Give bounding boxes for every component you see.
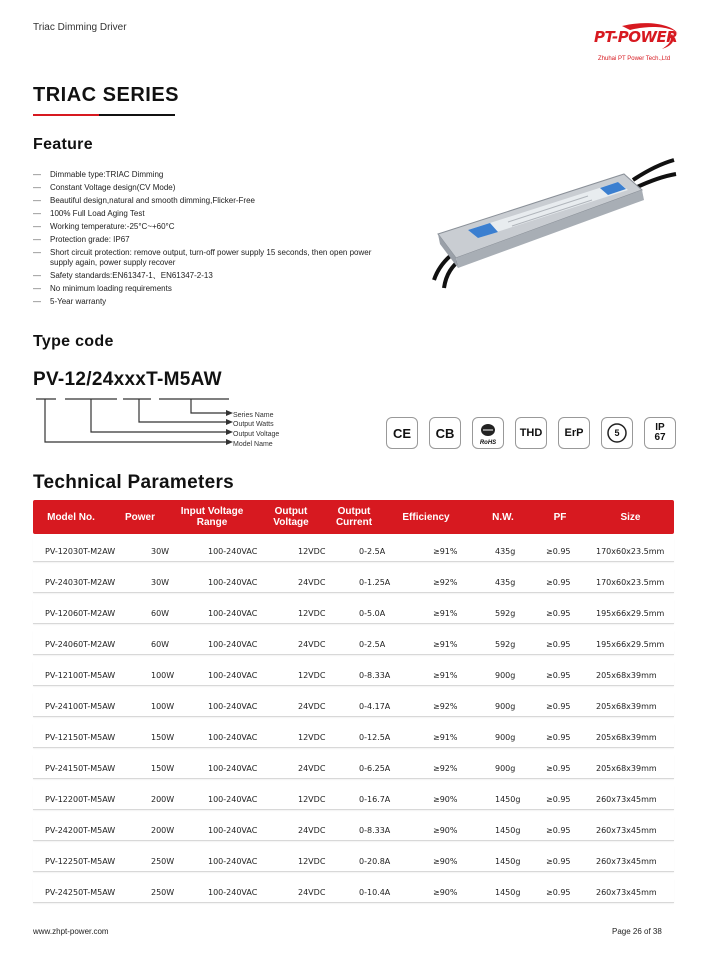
company-logo <box>592 22 682 68</box>
cell-output-current: 0-6.25A <box>359 764 391 773</box>
cell-model: PV-12030T-M2AW <box>45 547 116 556</box>
cell-input-voltage: 100-240VAC <box>208 733 258 742</box>
spec-table <box>33 500 674 897</box>
feature-list <box>33 170 393 310</box>
table-header-row <box>33 500 674 534</box>
cell-net-weight: 435g <box>495 578 516 587</box>
cell-efficiency: ≥90% <box>433 826 458 835</box>
list-item: — Dimmable type:TRIAC Dimming <box>33 170 164 179</box>
cell-power: 30W <box>151 578 170 587</box>
cell-net-weight: 900g <box>495 671 516 680</box>
feature-heading: Feature <box>33 136 93 153</box>
col-header-input-voltage: Input Voltage Range <box>180 506 244 528</box>
cell-output-current: 0-16.7A <box>359 795 391 804</box>
cell-efficiency: ≥90% <box>433 857 458 866</box>
cell-power: 150W <box>151 764 175 773</box>
cell-power: 200W <box>151 826 175 835</box>
cell-power: 150W <box>151 733 175 742</box>
cell-output-voltage: 24VDC <box>298 888 326 897</box>
cell-net-weight: 900g <box>495 733 516 742</box>
col-header-model: Model No. <box>47 511 95 523</box>
cell-output-voltage: 12VDC <box>298 795 326 804</box>
cell-size: 260x73x45mm <box>596 826 657 835</box>
col-header-output-voltage: Output Voltage <box>273 506 309 528</box>
cell-size: 170x60x23.5mm <box>596 578 665 587</box>
table-row <box>33 661 674 686</box>
cell-input-voltage: 100-240VAC <box>208 826 258 835</box>
erp-icon: ErP <box>558 417 590 449</box>
cell-efficiency: ≥90% <box>433 888 458 897</box>
cell-power: 200W <box>151 795 175 804</box>
list-item: — Constant Voltage design(CV Mode) <box>33 183 176 192</box>
cell-output-current: 0-8.33A <box>359 826 391 835</box>
col-header-power: Power <box>124 511 155 523</box>
cell-efficiency: ≥91% <box>433 609 458 618</box>
cell-size: 260x73x45mm <box>596 857 657 866</box>
thd-icon: THD <box>515 417 547 449</box>
cell-model: PV-24200T-M5AW <box>45 826 116 835</box>
list-item: — 100% Full Load Aging Test <box>33 209 145 218</box>
cell-net-weight: 1450g <box>495 795 521 804</box>
cell-output-voltage: 24VDC <box>298 578 326 587</box>
title-underline-accent <box>33 114 99 116</box>
cell-size: 205x68x39mm <box>596 702 657 711</box>
cell-input-voltage: 100-240VAC <box>208 857 258 866</box>
cell-output-voltage: 24VDC <box>298 826 326 835</box>
five-year-warranty-icon: 5 <box>601 417 633 449</box>
cell-output-voltage: 12VDC <box>298 547 326 556</box>
cell-model: PV-24060T-M2AW <box>45 640 116 649</box>
cell-output-current: 0-2.5A <box>359 640 386 649</box>
cell-pf: ≥0.95 <box>546 609 571 618</box>
cell-output-current: 0-20.8A <box>359 857 391 866</box>
code-label-model: Model Name <box>233 441 273 448</box>
cell-input-voltage: 100-240VAC <box>208 888 258 897</box>
cell-output-voltage: 12VDC <box>298 671 326 680</box>
cell-output-current: 0-2.5A <box>359 547 386 556</box>
col-header-efficiency: Efficiency <box>402 511 450 523</box>
cell-model: PV-24150T-M5AW <box>45 764 116 773</box>
cell-efficiency: ≥90% <box>433 795 458 804</box>
cell-power: 100W <box>151 671 175 680</box>
cell-input-voltage: 100-240VAC <box>208 671 258 680</box>
cell-efficiency: ≥91% <box>433 671 458 680</box>
cell-power: 60W <box>151 640 170 649</box>
cell-net-weight: 592g <box>495 640 516 649</box>
list-item: — Protection grade: IP67 <box>33 235 130 244</box>
type-code-value: PV-12/24xxxT-M5AW <box>33 369 222 390</box>
cell-net-weight: 435g <box>495 547 516 556</box>
cell-model: PV-12100T-M5AW <box>45 671 116 680</box>
cell-size: 205x68x39mm <box>596 764 657 773</box>
cell-output-voltage: 12VDC <box>298 733 326 742</box>
cell-model: PV-12250T-M5AW <box>45 857 116 866</box>
cell-size: 205x68x39mm <box>596 733 657 742</box>
cell-net-weight: 592g <box>495 609 516 618</box>
cell-model: PV-12200T-M5AW <box>45 795 116 804</box>
table-row <box>33 878 674 903</box>
cell-net-weight: 1450g <box>495 888 521 897</box>
table-row <box>33 692 674 717</box>
cell-power: 250W <box>151 857 175 866</box>
cell-output-current: 0-10.4A <box>359 888 391 897</box>
list-item: — Beautiful design,natural and smooth dimming,Flicker-Free <box>33 196 255 205</box>
cell-size: 195x66x29.5mm <box>596 640 665 649</box>
list-item: — No minimum loading requirements <box>33 284 172 293</box>
cell-efficiency: ≥91% <box>433 640 458 649</box>
tech-params-heading: Technical Parameters <box>33 472 235 493</box>
cell-input-voltage: 100-240VAC <box>208 578 258 587</box>
ip67-icon: IP 67 <box>644 417 676 449</box>
table-row <box>33 816 674 841</box>
table-row <box>33 847 674 872</box>
cell-input-voltage: 100-240VAC <box>208 702 258 711</box>
cell-output-current: 0-5.0A <box>359 609 386 618</box>
list-item: — Safety standards:EN61347-1、EN61347-2-13 <box>33 271 213 280</box>
list-item: — Short circuit protection: remove output, turn-off power supply 15 seconds, then open power supply again, power supply recover <box>33 248 372 267</box>
cell-model: PV-24100T-M5AW <box>45 702 116 711</box>
cell-size: 170x60x23.5mm <box>596 547 665 556</box>
cell-pf: ≥0.95 <box>546 640 571 649</box>
col-header-output-current: Output Current <box>335 506 373 528</box>
list-item: — Working temperature:-25°C~+60°C <box>33 222 175 231</box>
cell-output-voltage: 24VDC <box>298 764 326 773</box>
cb-mark-icon: CB <box>429 417 461 449</box>
type-code-heading: Type code <box>33 333 114 350</box>
cell-net-weight: 900g <box>495 764 516 773</box>
cell-output-voltage: 24VDC <box>298 702 326 711</box>
cell-output-current: 0-1.25A <box>359 578 391 587</box>
cell-efficiency: ≥92% <box>433 702 458 711</box>
cell-power: 250W <box>151 888 175 897</box>
cell-model: PV-24250T-M5AW <box>45 888 116 897</box>
col-header-size: Size <box>620 511 641 523</box>
cell-efficiency: ≥91% <box>433 547 458 556</box>
footer-website: www.zhpt-power.com <box>33 927 109 936</box>
product-image <box>428 150 678 300</box>
cell-model: PV-24030T-M2AW <box>45 578 116 587</box>
logo-wordmark: PT-POWER <box>594 28 678 46</box>
cell-size: 260x73x45mm <box>596 795 657 804</box>
cell-input-voltage: 100-240VAC <box>208 547 258 556</box>
table-row <box>33 785 674 810</box>
table-row <box>33 599 674 624</box>
logo-company-name: Zhuhai PT Power Tech.,Ltd <box>598 56 671 62</box>
code-label-watts: Output Watts <box>233 421 274 428</box>
col-header-pf: PF <box>553 511 567 523</box>
document-category: Triac Dimming Driver <box>33 22 127 33</box>
cell-power: 60W <box>151 609 170 618</box>
cell-pf: ≥0.95 <box>546 671 571 680</box>
cell-pf: ≥0.95 <box>546 795 571 804</box>
code-label-voltage: Output Voltage <box>233 431 280 438</box>
cell-pf: ≥0.95 <box>546 733 571 742</box>
rohs-icon: RoHS <box>472 417 504 449</box>
cell-size: 260x73x45mm <box>596 888 657 897</box>
cell-pf: ≥0.95 <box>546 578 571 587</box>
cell-output-voltage: 12VDC <box>298 857 326 866</box>
cell-output-voltage: 24VDC <box>298 640 326 649</box>
cell-input-voltage: 100-240VAC <box>208 764 258 773</box>
cell-output-current: 0-4.17A <box>359 702 391 711</box>
cell-pf: ≥0.95 <box>546 702 571 711</box>
cell-input-voltage: 100-240VAC <box>208 795 258 804</box>
cell-pf: ≥0.95 <box>546 764 571 773</box>
cell-power: 30W <box>151 547 170 556</box>
cell-pf: ≥0.95 <box>546 857 571 866</box>
cell-size: 195x66x29.5mm <box>596 609 665 618</box>
cell-pf: ≥0.95 <box>546 888 571 897</box>
table-row <box>33 630 674 655</box>
cell-output-voltage: 12VDC <box>298 609 326 618</box>
cell-input-voltage: 100-240VAC <box>208 609 258 618</box>
cell-efficiency: ≥91% <box>433 733 458 742</box>
page-title: TRIAC SERIES <box>33 84 180 106</box>
cell-output-current: 0-12.5A <box>359 733 391 742</box>
table-row <box>33 723 674 748</box>
cell-pf: ≥0.95 <box>546 547 571 556</box>
table-row <box>33 537 674 562</box>
cell-size: 205x68x39mm <box>596 671 657 680</box>
cell-model: PV-12150T-M5AW <box>45 733 116 742</box>
cell-input-voltage: 100-240VAC <box>208 640 258 649</box>
footer-page-number: Page 26 of 38 <box>612 927 662 936</box>
cell-pf: ≥0.95 <box>546 826 571 835</box>
table-row <box>33 754 674 779</box>
cell-power: 100W <box>151 702 175 711</box>
cell-output-current: 0-8.33A <box>359 671 391 680</box>
ce-mark-icon: CE <box>386 417 418 449</box>
cell-net-weight: 900g <box>495 702 516 711</box>
cell-net-weight: 1450g <box>495 857 521 866</box>
list-item: — 5-Year warranty <box>33 297 107 306</box>
cell-efficiency: ≥92% <box>433 764 458 773</box>
code-label-series: Series Name <box>233 412 274 419</box>
cell-net-weight: 1450g <box>495 826 521 835</box>
col-header-nw: N.W. <box>492 511 514 523</box>
table-row <box>33 568 674 593</box>
cell-model: PV-12060T-M2AW <box>45 609 116 618</box>
cell-efficiency: ≥92% <box>433 578 458 587</box>
